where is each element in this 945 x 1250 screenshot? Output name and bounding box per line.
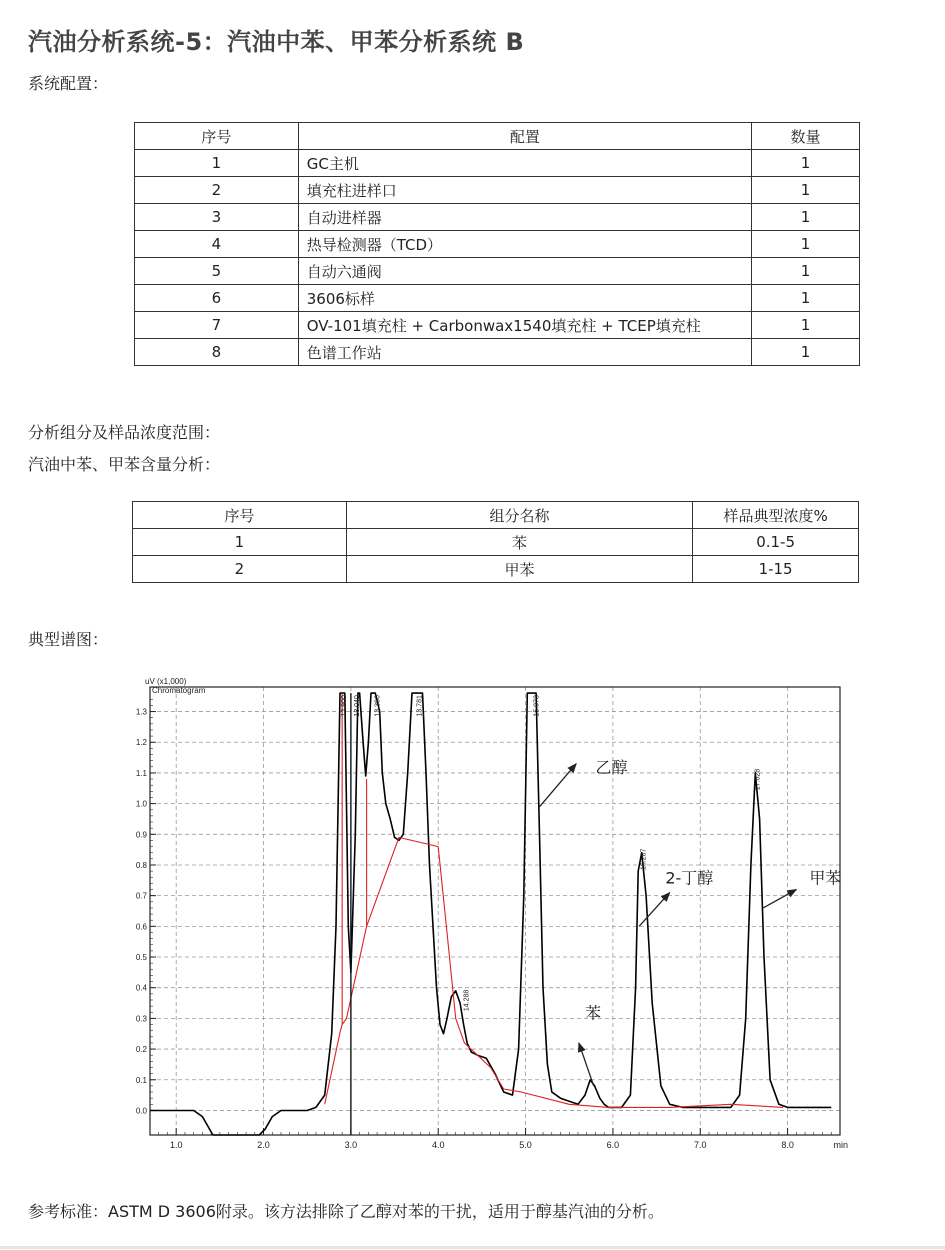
row-qty: 1: [752, 204, 860, 231]
component-table: [132, 501, 859, 583]
y-tick-label: 0.0: [135, 1106, 147, 1116]
row-qty: 1: [752, 285, 860, 312]
component-table-header: [133, 502, 859, 529]
peak-annotation-label: 甲苯: [809, 868, 842, 888]
row-concentration: 0.1-5: [693, 529, 859, 556]
row-concentration: 1-15: [693, 556, 859, 583]
peak-retention-label: 12.900: [341, 695, 349, 717]
row-config: 填充柱进样口: [298, 177, 751, 204]
table-row: [135, 177, 860, 204]
y-tick-label: 0.3: [135, 1014, 147, 1024]
bottom-divider: [0, 1246, 945, 1249]
row-config: OV-101填充柱 + Carbonwax1540填充柱 + TCEP填充柱: [298, 312, 751, 339]
row-config: 自动六通阀: [298, 258, 751, 285]
y-tick-label: 0.1: [135, 1075, 147, 1085]
peak-retention-label: 13.300: [374, 695, 382, 717]
annotation-arrow: [639, 893, 670, 927]
row-qty: 1: [752, 312, 860, 339]
config-section-label: 系统配置：: [28, 74, 109, 93]
row-index: 5: [135, 258, 299, 285]
chromatogram-chart: [130, 672, 860, 1162]
y-tick-label: 0.9: [135, 830, 147, 840]
x-tick-label: 5.0: [519, 1140, 532, 1150]
config-header-qty: 数量: [752, 123, 860, 150]
table-row: [135, 339, 860, 366]
y-tick-label: 1.1: [135, 768, 147, 778]
peak-annotation-label: 2-丁醇: [665, 868, 714, 888]
table-row: [133, 529, 859, 556]
y-tick-label: 1.0: [135, 799, 147, 809]
peak-retention-label: 14.288: [463, 989, 471, 1012]
row-config: 3606标样: [298, 285, 751, 312]
y-tick-label: 0.2: [135, 1045, 147, 1055]
row-index: 1: [133, 529, 347, 556]
chromatogram-trace: [150, 693, 831, 1135]
y-tick-label: 0.5: [135, 953, 147, 963]
row-config: GC主机: [298, 150, 751, 177]
x-tick-label: 3.0: [344, 1140, 358, 1150]
peak-retention-label: 17.628: [754, 768, 762, 791]
row-qty: 1: [752, 231, 860, 258]
table-row: [135, 312, 860, 339]
row-config: 色谱工作站: [298, 339, 751, 366]
row-qty: 1: [752, 339, 860, 366]
chromatogram-svg: [130, 672, 860, 1162]
row-index: 8: [135, 339, 299, 366]
component-section-label: 分析组分及样品浓度范围：: [28, 423, 221, 442]
x-tick-label: 4.0: [431, 1140, 445, 1150]
y-tick-label: 1.3: [135, 707, 147, 717]
page-title: 汽油分析系统-5：汽油中苯、甲苯分析系统 B: [28, 28, 525, 56]
row-index: 2: [133, 556, 347, 583]
peak-annotation-label: 乙醇: [595, 757, 628, 777]
component-header-index: 序号: [133, 502, 347, 529]
peak-retention-label: 13.781: [416, 695, 424, 717]
table-row: [135, 204, 860, 231]
analysis-section-label: 汽油中苯、甲苯含量分析：: [28, 455, 221, 474]
plot-frame: [150, 687, 840, 1135]
peak-retention-label: 13.040: [354, 695, 362, 717]
y-tick-label: 0.7: [135, 891, 147, 901]
row-qty: 1: [752, 177, 860, 204]
y-tick-label: 0.8: [135, 860, 147, 870]
chromatogram-section-label: 典型谱图：: [28, 630, 109, 649]
x-tick-label: 2.0: [257, 1140, 270, 1150]
table-row: [133, 556, 859, 583]
y-tick-label: 0.6: [135, 922, 147, 932]
row-qty: 1: [752, 150, 860, 177]
table-row: [135, 150, 860, 177]
row-config: 热导检测器（TCD）: [298, 231, 751, 258]
table-row: [135, 258, 860, 285]
row-index: 3: [135, 204, 299, 231]
row-index: 1: [135, 150, 299, 177]
row-component: 苯: [346, 529, 692, 556]
annotation-arrow: [763, 890, 796, 908]
legend-label: Chromatogram: [152, 686, 206, 695]
row-index: 2: [135, 177, 299, 204]
row-qty: 1: [752, 258, 860, 285]
peak-retention-label: 15.073: [533, 695, 541, 717]
config-table: [134, 122, 860, 366]
row-component: 甲苯: [346, 556, 692, 583]
x-tick-label: 6.0: [606, 1140, 620, 1150]
x-tick-label: 1.0: [169, 1140, 183, 1150]
x-tick-label: 8.0: [781, 1140, 794, 1150]
y-axis-label: uV (x1,000): [145, 677, 187, 686]
y-tick-label: 1.2: [135, 738, 147, 748]
reference-footer: 参考标准：ASTM D 3606附录。该方法排除了乙醇对苯的干扰，适用于醇基汽油的分析。: [28, 1202, 664, 1221]
peak-annotation-label: 苯: [584, 1003, 601, 1023]
row-index: 7: [135, 312, 299, 339]
x-unit-label: min: [833, 1140, 848, 1150]
config-header-index: 序号: [135, 123, 299, 150]
component-header-conc: 样品典型浓度%: [693, 502, 859, 529]
row-index: 6: [135, 285, 299, 312]
component-header-name: 组分名称: [346, 502, 692, 529]
table-row: [135, 231, 860, 258]
baseline-trace: [325, 837, 784, 1107]
x-tick-label: 7.0: [693, 1140, 707, 1150]
row-index: 4: [135, 231, 299, 258]
y-tick-label: 0.4: [135, 983, 147, 993]
annotation-arrow: [540, 764, 577, 807]
table-row: [135, 285, 860, 312]
row-config: 自动进样器: [298, 204, 751, 231]
config-table-header: [135, 123, 860, 150]
peak-retention-label: 16.287: [640, 848, 648, 870]
config-header-config: 配置: [298, 123, 751, 150]
